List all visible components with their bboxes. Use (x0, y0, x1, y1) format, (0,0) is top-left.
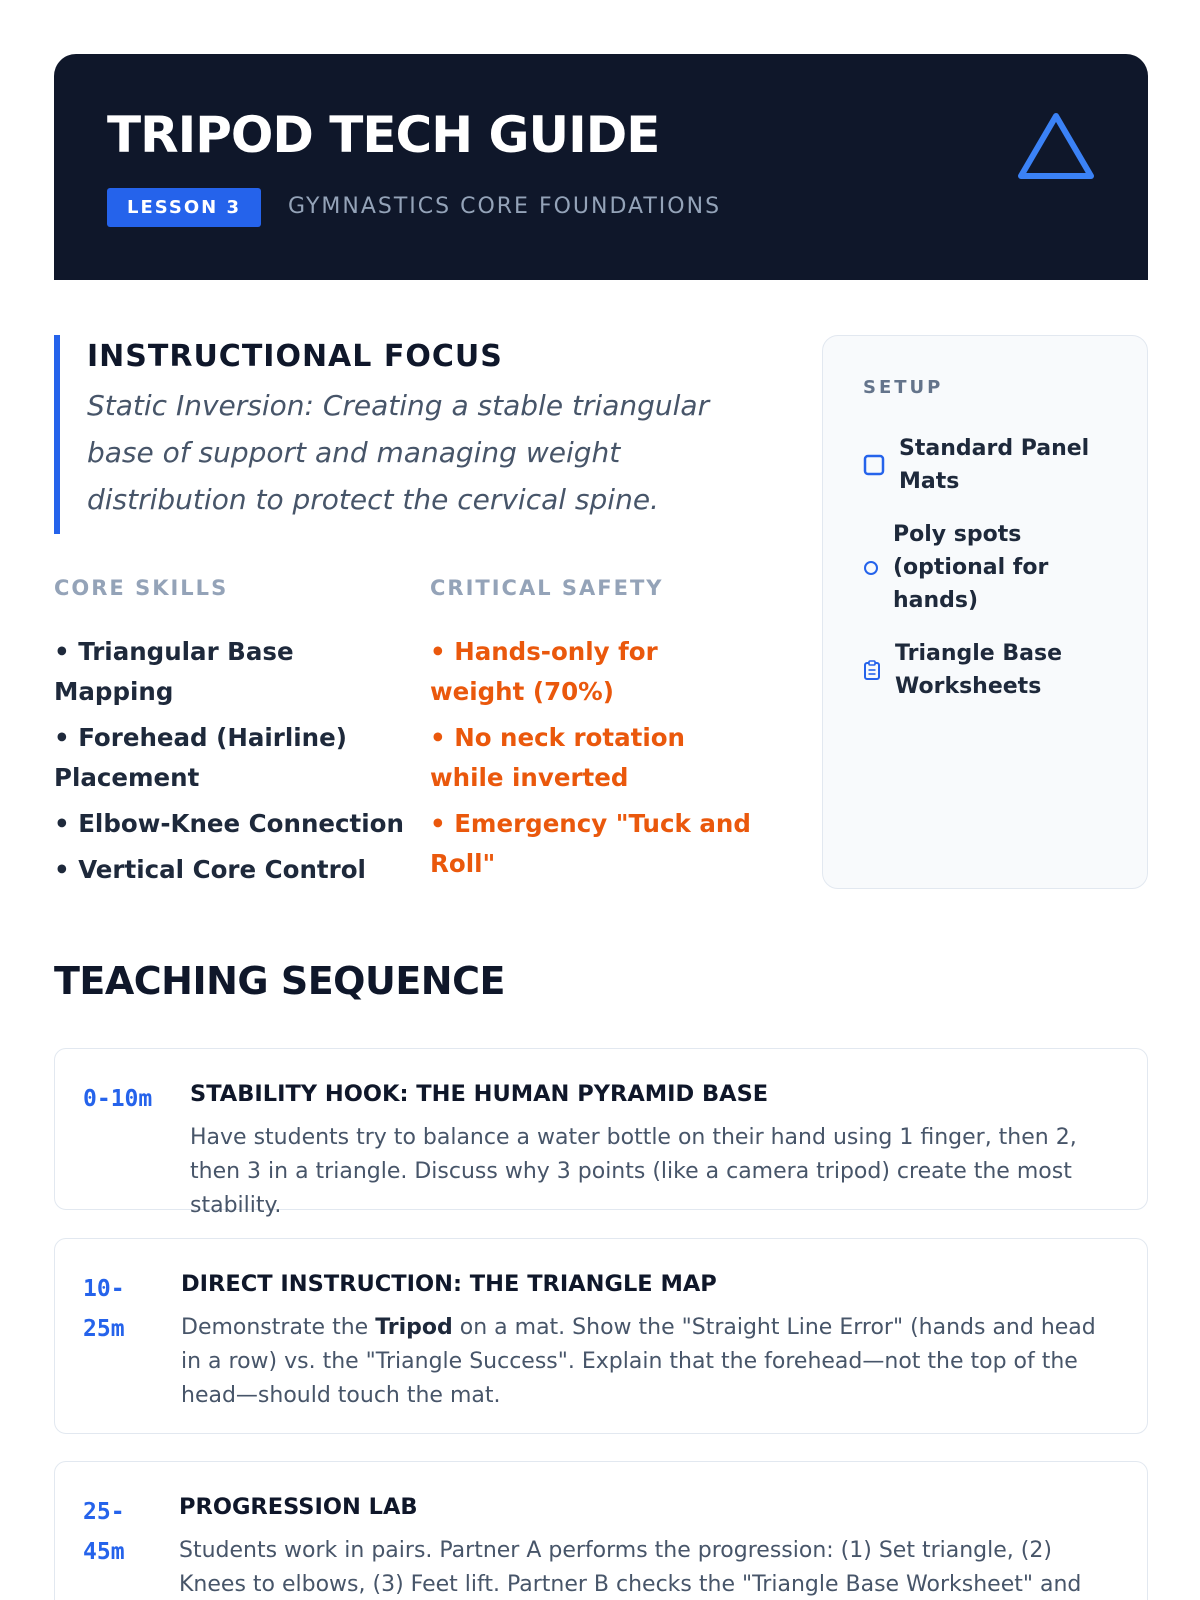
course-name: GYMNASTICS CORE FOUNDATIONS (288, 194, 722, 219)
lesson-badge: LESSON 3 (107, 188, 261, 227)
step-time: 25-45m (83, 1499, 125, 1565)
core-skills-label: CORE SKILLS (54, 576, 229, 600)
setup-label: SETUP (863, 377, 944, 398)
list-item: • Hands-only for weight (70%) (430, 637, 658, 706)
list-item: • Forehead (Hairline) Placement (54, 723, 347, 792)
critical-safety-list (430, 632, 760, 890)
list-item: • No neck rotation while inverted (430, 723, 686, 792)
circle-icon (863, 560, 879, 576)
setup-item-label: Poly spots (optional for hands) (893, 522, 1049, 613)
setup-item (863, 432, 1103, 498)
step-title: STABILITY HOOK: THE HUMAN PYRAMID BASE (190, 1081, 769, 1107)
focus-heading: INSTRUCTIONAL FOCUS (87, 339, 503, 374)
clipboard-icon (863, 660, 881, 680)
step-title: DIRECT INSTRUCTION: THE TRIANGLE MAP (181, 1271, 717, 1297)
focus-text: Static Inversion: Creating a stable triangular base of support and managing weight distribution to protect the cervical spine. (87, 389, 710, 516)
guide-header (54, 54, 1148, 280)
step-description: Have students try to balance a water bottle on their hand using 1 finger, then 2, then 3 in a triangle. Discuss why 3 points (like a camera tripod) create the most stability. (190, 1125, 1077, 1218)
critical-safety-label: CRITICAL SAFETY (430, 576, 664, 600)
sequence-step (54, 1238, 1148, 1434)
setup-item (863, 518, 1093, 617)
step-time: 10-25m (83, 1276, 125, 1342)
setup-item-label: Standard Panel Mats (899, 436, 1090, 494)
instructional-focus (54, 335, 754, 534)
emphasis-text: Tripod (375, 1315, 453, 1340)
setup-card (822, 335, 1148, 889)
triangle-icon (1014, 108, 1098, 184)
sequence-step (54, 1461, 1148, 1600)
step-description: Students work in pairs. Partner A performs the progression: (1) Set triangle, (2) Knees to elbows, (3) Feet lift. Partner B checks the "Triangle Base Worksheet" and (179, 1538, 1082, 1597)
step-time: 0-10m (83, 1086, 153, 1112)
sequence-step (54, 1048, 1148, 1218)
list-item: • Triangular Base Mapping (54, 637, 294, 706)
list-item: • Emergency "Tuck and Roll" (430, 809, 751, 878)
page-title: TRIPOD TECH GUIDE (107, 106, 660, 164)
setup-item-label: Triangle Base Worksheets (895, 641, 1062, 699)
list-item: • Elbow-Knee Connection (54, 809, 404, 838)
step-description: Demonstrate the Tripod on a mat. Show the "Straight Line Error" (hands and head in a row) vs. the "Triangle Success". Explain that the forehead—not the top of the head—should touch the mat. (181, 1315, 1096, 1408)
setup-item (863, 637, 1103, 703)
core-skills-list (54, 632, 404, 896)
square-icon (863, 454, 885, 476)
list-item: • Vertical Core Control (54, 855, 366, 884)
sequence-title: TEACHING SEQUENCE (54, 959, 505, 1003)
step-title: PROGRESSION LAB (179, 1494, 418, 1520)
